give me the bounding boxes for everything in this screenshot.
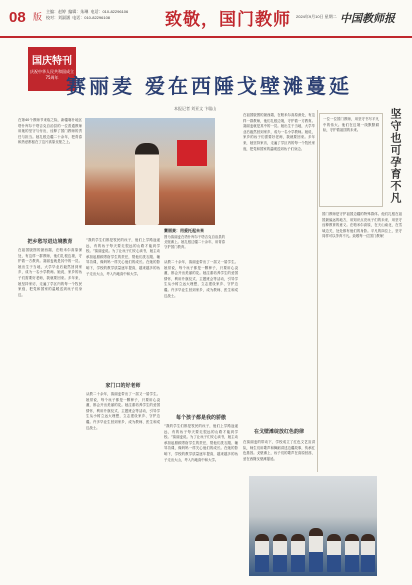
badge-title: 国庆特刊: [32, 56, 72, 67]
sidebar-title: 坚守也可孕育不凡: [389, 108, 402, 204]
section-heading: 在戈壁滩绽放红色韵律: [253, 429, 304, 435]
teacher-figure: [135, 143, 159, 225]
section-body: 在祖国版图的最西端，在帕米尔高原深处，有这样一群教师，他们扎根边境，守护着一方教育。赛丽麦就是其中的一员。她出生于当地，大学毕业后毅然回到家乡，成为一名小学教师。她说，家乡的孩子们需要好老师，我就要回来。多年来，她坚持家访，走遍了学区内的每一个牧民家庭，把党和国家的温暖送到孩子们身边。: [18, 248, 82, 297]
article-title: 赛丽麦 爱在西陲戈壁滩蔓延: [66, 74, 352, 98]
section-body: “我的学生们都是牧民的孩子，他们上学路途遥远，有的孩子每天要走很远的山路才能到学校。”赛丽麦说。为了让孩子们安心读书，她主动承担起照顾寄宿学生的责任，帮他们洗衣服、辅导功课，像妈妈一样关心他们的成长。在她的影响下，学校的教学质量逐年提高，越来越多的孩子走出大山，考入内地高中和大学。: [164, 424, 238, 462]
article-lead: 在第40个教师节来临之际，新疆喀什地区塔什库尔干塔吉克自治县的一位普通教师用她的坚守与付出，诠释了国门教师的责任与担当。她扎根边疆二十余年，把青春和热爱都留在了这片高原戈壁之上。: [18, 118, 82, 145]
section-body: 在赛丽麦的带动下，学校成立了红色文艺宣讲队，师生们用歌声和舞蹈讲述边疆故事，传承红色基因。戈壁滩上，孩子们的歌声在高原回荡，爱在西陲戈壁滩蔓延。: [243, 440, 315, 461]
article-byline: 本报记者 刘亚文 卞聪山: [174, 106, 217, 111]
student-figure: [291, 534, 305, 572]
sidebar-body: 国门教师是守护祖国边疆的特殊群体。他们扎根在祖国最偏远的地方，用知识点亮孩子们的未来，用坚守诠释教育的意义。在帕米尔高原，在天山南北，在雪域边关，处处都有他们的身影。平凡的岗位上，坚守同样可以孕育不凡。致敬每一位国门教师！: [322, 212, 402, 239]
section-body: “我的学生们都是牧民的孩子，他们上学路途遥远，有的孩子每天要走很远的山路才能到学校。”赛丽麦说。为了让孩子们安心读书，她主动承担起照顾寄宿学生的责任，帮他们洗衣服、辅导功课，像妈妈一样关心他们的成长。在她的影响下，学校的教学质量逐年提高，越来越多的孩子走出大山，考入内地高中和大学。: [86, 238, 160, 276]
issue-date: 2024年9月10日 星期二: [296, 14, 337, 19]
flag-graphic: [177, 140, 207, 166]
student-figure: [345, 534, 359, 572]
page-number: 08: [9, 9, 26, 26]
student-figure: [361, 534, 375, 572]
page-label: 版: [33, 12, 43, 22]
student-figure: [327, 534, 341, 572]
teacher-photo: [85, 118, 215, 225]
sidebar-box: [319, 113, 383, 207]
section-heading: 把乡愁写进边境教育: [27, 239, 73, 245]
photo-caption-title: 赛丽麦：用爱托起未来: [164, 228, 204, 233]
students-photo: [249, 476, 377, 576]
section-headline: 致敬，国门教师: [165, 10, 291, 30]
section-body: 从教二十余年，赛丽麦带出了一届又一届学生。她常说，每个孩子都是一颗种子，只要用心浇灌，都会开出美丽的花。她注重培养学生的爱国情怀，利用升旗仪式、主题班会等活动，引导学生从小树立远大理想，立志建设家乡、守护边疆。许多毕业生回到家乡，成为教师、医生和戍边战士。: [86, 392, 160, 430]
section-heading: 家门口的好老师: [105, 383, 141, 389]
sidebar-box-text: 一位一位国门教师，用坚守书写平凡中的伟大。他们在边境一线默默耕耘，守护着祖国的未来。: [323, 117, 379, 133]
column-divider: [317, 110, 318, 472]
student-figure: [255, 534, 269, 572]
newspaper-name: 中国教师报: [340, 12, 395, 25]
section-body: 从教二十余年，赛丽麦带出了一届又一届学生。她常说，每个孩子都是一颗种子，只要用心浇灌，都会开出美丽的花。她注重培养学生的爱国情怀，利用升旗仪式、主题班会等活动，引导学生从小树立远大理想，立志建设家乡、守护边疆。许多毕业生回到家乡，成为教师、医生和戍边战士。: [164, 260, 238, 298]
student-figure: [309, 528, 323, 572]
badge-subtitle: 庆祝中华人民共和国成立75周年: [30, 69, 74, 80]
photo-caption: 图为赛丽麦在塔什库尔干塔吉克自治县的戈壁滩上。她扎根边疆二十余年，用青春守护国门教育。: [164, 235, 226, 249]
editor-info: 主编：赵婷 编辑：朱琳 电话：010-82296106 校对：刘淑涵 电话：010-82296108: [46, 9, 129, 20]
student-figure: [273, 534, 287, 572]
section-heading: 每个孩子都是我的骄傲: [175, 415, 226, 421]
section-body: 在祖国版图的最西端，在帕米尔高原深处，有这样一群教师，他们扎根边境，守护着一方教育。赛丽麦就是其中的一员。她出生于当地，大学毕业后毅然回到家乡，成为一名小学教师。她说，家乡的孩子们需要好老师，我就要回来。多年来，她坚持家访，走遍了学区内的每一个牧民家庭，把党和国家的温暖送到孩子们身边。: [243, 113, 315, 151]
